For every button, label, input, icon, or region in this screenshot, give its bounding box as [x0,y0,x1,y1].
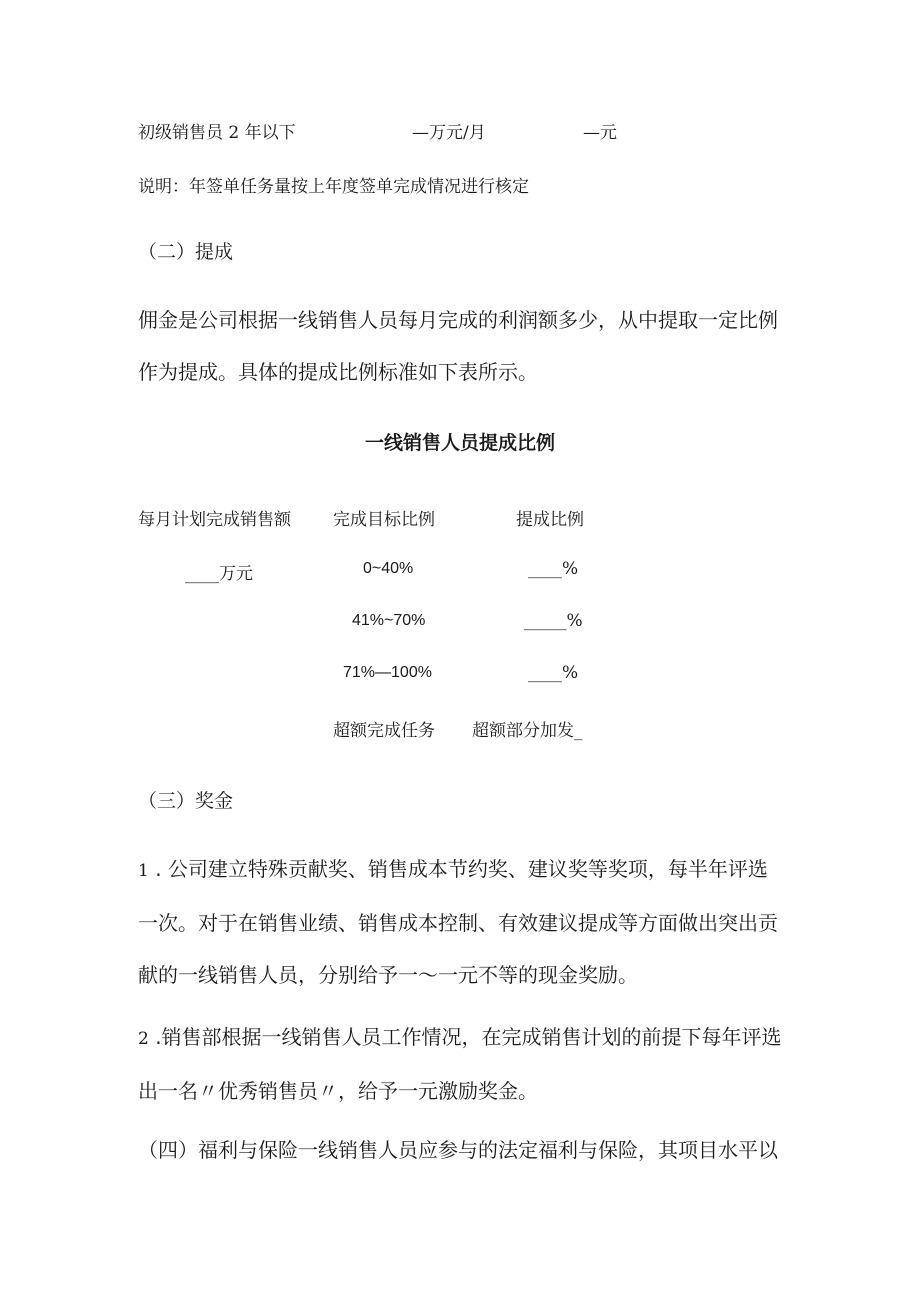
table-cell-amount: ____万元 [185,564,253,584]
item-number: 2 [138,1029,149,1049]
item-number: 1 [138,861,149,881]
paragraph-line: 作为提成。具体的提成比例标准如下表所示。 [138,360,538,384]
section2-heading: （二）提成 [138,241,234,263]
section3-heading: （三）奖金 [138,790,234,812]
table-header-amount: 每月计划完成销售额 [138,510,291,530]
section3-item2 [138,1011,788,1117]
salary-amount: —元 [583,123,617,143]
paragraph-line [138,1011,788,1065]
item-text: . 公司建立特殊贡献奖、销售成本节约奖、建议奖等奖项，每半年评选 [155,857,768,881]
paragraph-line: 出一名〃优秀销售员〃，给予一元激励奖金。 [138,1079,538,1103]
paragraph-line: 一次。对于在销售业绩、销售成本控制、有效建议提成等方面做出突出贡 [138,911,778,935]
table-header-target: 完成目标比例 [333,510,435,530]
table-cell-rate: ____% [528,663,579,683]
table-cell-rate: _____% [524,611,583,631]
paragraph-line: 献的一线销售人员，分别给予一～一元不等的现金奖励。 [138,963,638,987]
paragraph-line [138,843,788,897]
item-text: .销售部根据一线销售人员工作情况，在完成销售计划的前提下每年评选 [155,1025,782,1049]
table-title: 一线销售人员提成比例 [364,432,555,454]
table-cell-rate: 超额部分加发_ [472,721,583,741]
table-header-rate: 提成比例 [516,510,584,530]
table-cell-rate: ____% [528,559,579,579]
salary-monthly: —万元/月 [412,123,486,143]
note-text: 说明：年签单任务量按上年度签单完成情况进行核定 [138,177,529,197]
table-cell-target: 超额完成任务 [333,721,435,741]
table-cell-target: 71%—100% [343,664,432,681]
salary-position: 初级销售员 2 年以下 [138,123,296,143]
section3-item1 [138,843,788,1001]
paragraph-line: 佣金是公司根据一线销售人员每月完成的利润额多少，从中提取一定比例 [138,308,778,332]
paragraph-line: （四）福利与保险一线销售人员应参与的法定福利与保险，其项目水平以 [138,1138,778,1162]
section2-paragraph [138,294,788,398]
section4-paragraph [138,1124,788,1176]
table-cell-target: 0~40% [363,560,414,577]
table-cell-target: 41%~70% [352,612,426,629]
